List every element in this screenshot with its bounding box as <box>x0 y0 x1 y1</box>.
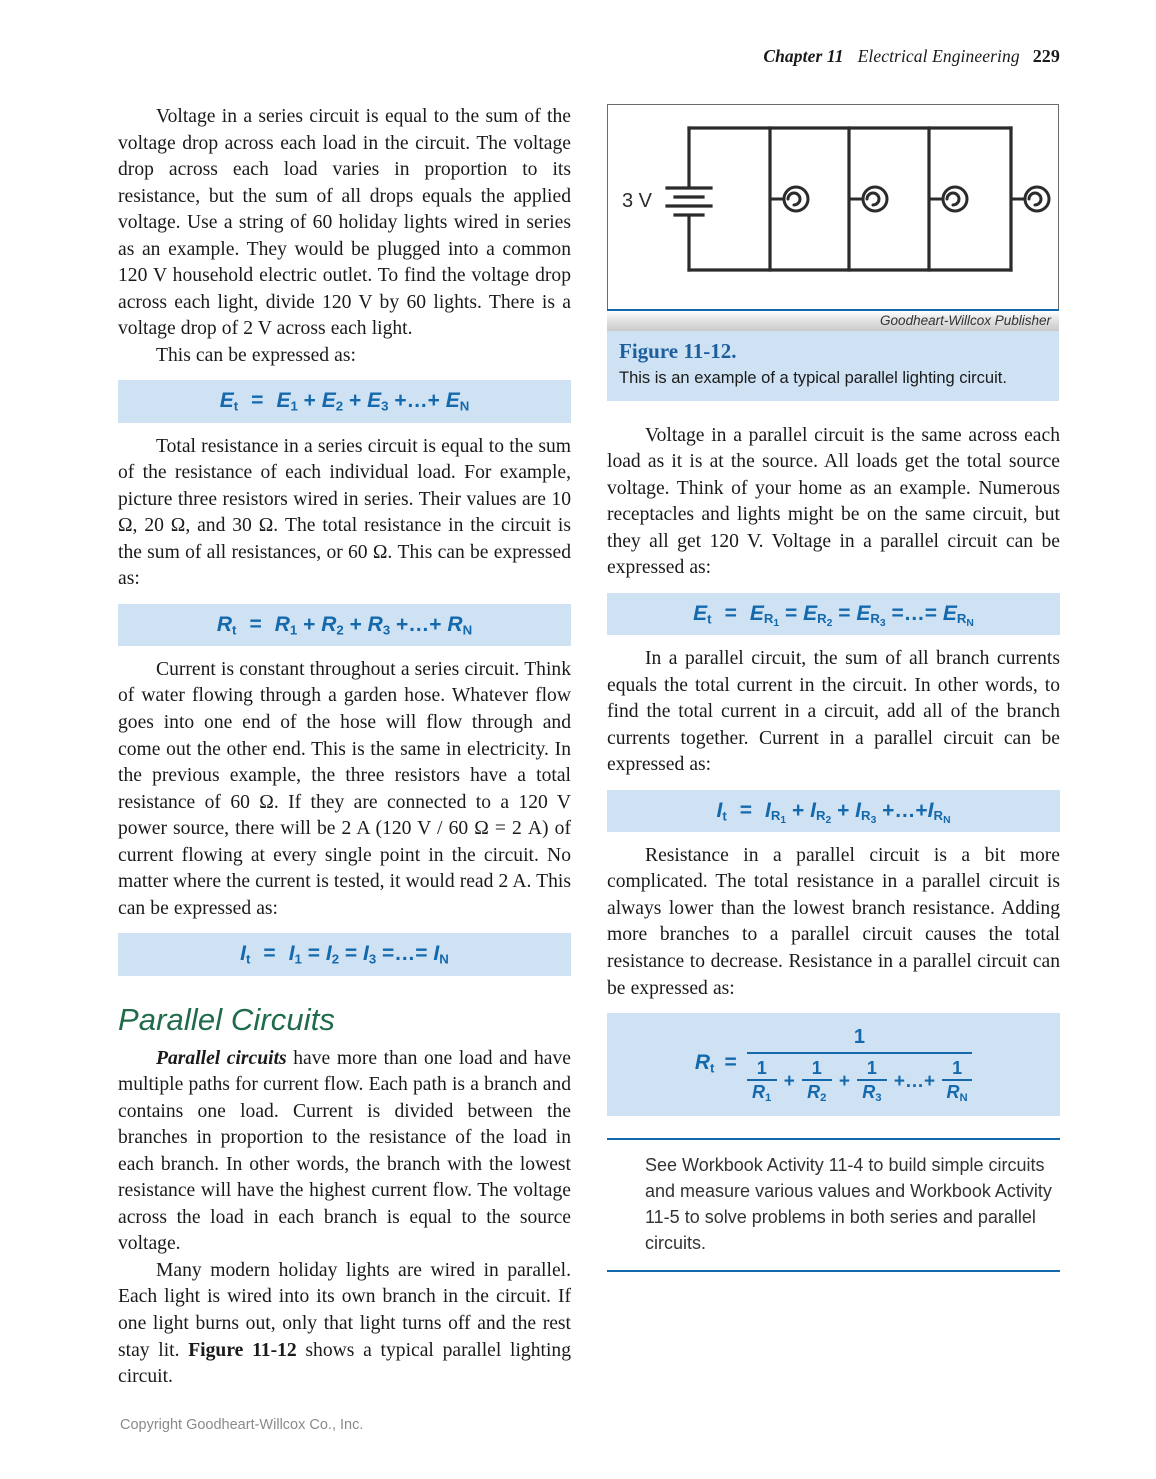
equation-4-content: $E_t = E_{R_1} = E_{R_2} = E_{R_3}$ =…= $E_{R_N}$ <box>693 601 974 630</box>
workbook-activity-note <box>607 1138 1060 1272</box>
paragraph-series-resistance: Total resistance in a series circuit is equal to the sum of the resistance of each individual load. For example, picture three resistors wired in series. Their values are 10 Ω, 20 Ω, and 30 Ω. The total resistance in the circuit is the sum of all resistances, or 60 Ω. This can be expressed as: <box>118 435 571 590</box>
figure-artwork-parallel-circuit <box>607 104 1059 309</box>
page-number: 229 <box>1032 46 1060 66</box>
figure-number: Figure 11-12. <box>619 339 737 363</box>
paragraph-series-voltage: Voltage in a series circuit is equal to the sum of the voltage drop across each load in the circuit. The voltage drop across each load varies in proportion to its resistance, but the sum of all drops equals the applied voltage. Use a string of 60 holiday lights wired in series as an example. They would be plugged into a common 120 V household electric outlet. To find the voltage drop across each light, divide 120 V by 60 lights. There is a voltage drop of 2 V across each light. <box>118 106 571 340</box>
figure-credit: Goodheart-Willcox Publisher <box>607 309 1059 331</box>
paragraph-parallel-definition-rest: have more than one load and have multiple paths for current flow. Each path is a branch and contains one load. Current is divided between the branches in proportion to the resistance of the load in each branch. In other words, the branch with the lowest resistance will have the highest current flow. The voltage across the load in each branch is equal to the source voltage. <box>118 1047 571 1255</box>
equation-6-lhs: $R_t$ <box>694 1051 715 1076</box>
running-head-chapter: Chapter 11 <box>763 46 844 66</box>
equation-voltage-parallel <box>607 593 1060 635</box>
paragraph-parallel-resistance: Resistance in a parallel circuit is a bit more complicated. The total resistance in a parallel circuit is always lower than the lowest branch resistance. Adding more branches to a parallel circuit causes the total resistance to decrease. Resistance in a parallel circuit can be expressed as: <box>607 844 1060 999</box>
figure-reference: Figure 11-12 <box>188 1339 297 1361</box>
paragraph-6-part-a: Many modern holiday lights are wired in parallel. Each light is wired into its own branch in the circuit. If one light burns out, only that light turns off and the rest stay lit. <box>118 1259 571 1361</box>
section-heading-parallel-circuits: Parallel Circuits <box>118 1001 336 1037</box>
paragraph-parallel-voltage: Voltage in a parallel circuit is the same across each load as it is at the source. All loads get the total source voltage. Think of your home as an example. Numerous receptacles and lights might be on the same circuit, but they all get 120 V. Voltage in a parallel circuit can be expressed as: <box>607 424 1060 579</box>
equation-resistance-parallel <box>607 1013 1060 1116</box>
term-reciprocal-rn: 1 $R_N$ <box>942 1059 972 1102</box>
figure-11-12 <box>607 104 1059 401</box>
parallel-circuit-diagram <box>608 105 1057 307</box>
paragraph-expressed-as-1: This can be expressed as: <box>156 344 356 366</box>
lamp-icon-3 <box>929 187 967 211</box>
lamp-icon-2 <box>849 187 887 211</box>
equation-total-resistance-series <box>118 604 571 646</box>
equation-6-denominator: 1 $R_1$ + 1 $R_2$ + 1 $R_3$ +…+ 1 $R_N$ <box>747 1054 972 1102</box>
equation-current-parallel <box>607 790 1060 832</box>
figure-caption-block <box>607 331 1059 401</box>
equation-6-fraction <box>747 1026 972 1105</box>
paragraph-parallel-current: In a parallel circuit, the sum of all branch currents equals the total current in the circuit. In other words, to find the total current in a circuit, add all of the branch currents together. Current in a parallel circuit can be expressed as: <box>607 648 1060 776</box>
lamp-icon-4 <box>1011 187 1049 211</box>
term-reciprocal-r3: 1 $R_3$ <box>857 1059 887 1102</box>
left-column <box>118 104 571 1391</box>
term-parallel-circuits: Parallel circuits <box>156 1047 287 1069</box>
term-reciprocal-r1: 1 $R_1$ <box>747 1059 777 1102</box>
paragraph-6-part-b: shows a typical parallel lighting circuit. <box>118 1339 571 1388</box>
equation-5-content: $I_t = I_{R_1} + I_{R_2} + I_{R_3}$ $+\dots+I_{R_N}$ <box>716 798 951 827</box>
right-column <box>607 104 1060 1391</box>
running-head <box>763 46 1060 67</box>
footer-copyright: Copyright Goodheart-Willcox Co., Inc. <box>120 1417 364 1433</box>
battery-voltage-label: 3 V <box>622 190 653 212</box>
paragraph-holiday-lights-parallel <box>118 1258 571 1391</box>
equation-total-voltage-series <box>118 380 571 422</box>
equation-total-current-series <box>118 933 571 975</box>
equation-1-content: $E_t = E_1 + E_2 + E_3$ +…+ $E_N$ <box>219 389 470 414</box>
paragraph-series-current: Current is constant throughout a series circuit. Think of water flowing through a garden hose. Whatever flow goes into one end of the hose will flow through and come out the other end. This is the same in electricity. In the previous example, the three resistors have a total resistance of 60 Ω. If they are connected to a 120 V power source, there will be 2 A (120 V / 60 Ω = 2 A) of current flowing at every single point in the circuit. No matter where the current is tested, it would read 2 A. This can be expressed as: <box>118 658 571 919</box>
equation-6-numerator: 1 <box>853 1026 865 1049</box>
running-head-subject: Electrical Engineering <box>857 46 1020 66</box>
page-body <box>118 104 1060 1391</box>
equation-6-equals: = <box>724 1051 737 1075</box>
equation-2-content: $R_t = R_1 + R_2 + R_3$ +…+ $R_N$ <box>216 612 473 638</box>
equation-3-content: $I_t = I_1 = I_2 = I_3$ =…= $I_N$ <box>240 942 449 967</box>
equation-6-content <box>607 1026 1060 1105</box>
paragraph-parallel-definition <box>118 1046 571 1258</box>
workbook-activity-text: See Workbook Activity 11-4 to build simple circuits and measure various values and Workbook Activity 11-5 to solve problems in both series and parallel circuits. <box>645 1155 1052 1254</box>
figure-caption-text: This is an example of a typical parallel lighting circuit. <box>619 369 1007 387</box>
term-reciprocal-r2: 1 $R_2$ <box>802 1059 832 1102</box>
lamp-icon-1 <box>770 187 808 211</box>
